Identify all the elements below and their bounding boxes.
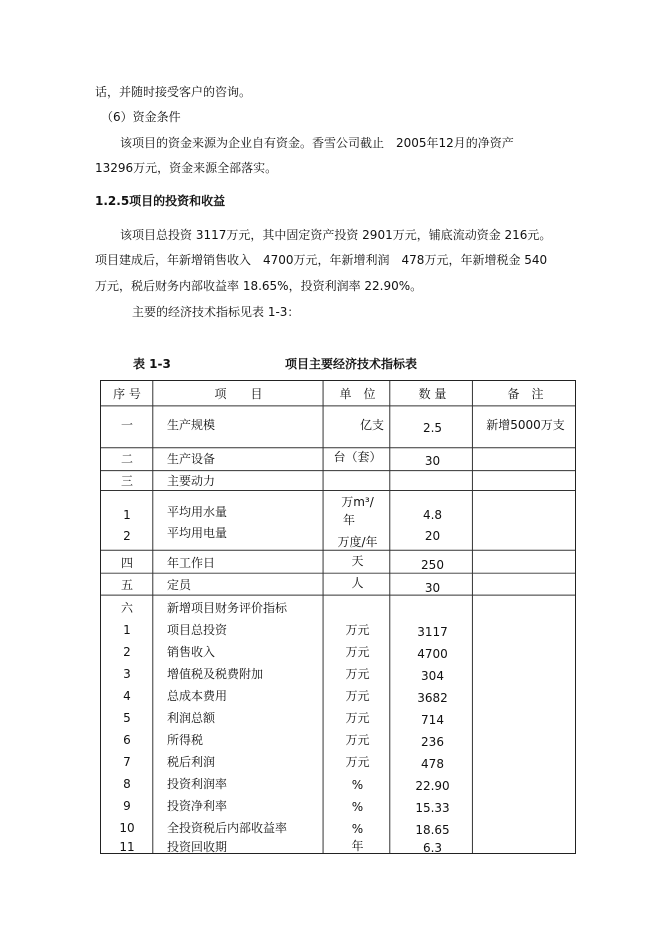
row-item: 平均用水量: [167, 505, 228, 519]
row-unit: 天: [351, 554, 364, 568]
row-item: 增值税及税费附加: [167, 667, 264, 681]
row-seq: 1: [123, 623, 131, 637]
row-seq: 8: [123, 777, 131, 791]
row-seq: 10: [119, 821, 135, 835]
row-unit: 亿支: [359, 418, 384, 432]
row-unit: 万元: [345, 689, 370, 703]
row-seq: 4: [123, 689, 131, 703]
row-unit: 台（套）: [333, 450, 382, 464]
row-item: 生产设备: [167, 452, 216, 466]
paragraph-line: 13296万元，资金来源全部落实。: [95, 161, 278, 175]
row-unit: 万元: [345, 645, 370, 659]
table-number: 表 1-3: [133, 357, 171, 371]
paragraph-line: 该项目的资金来源为企业自有资金。香雪公司截止 2005年12月的净资产: [120, 136, 514, 150]
row-seq: 四: [120, 556, 133, 570]
row-note: 新增5000万支: [486, 418, 565, 432]
row-qty: 304: [421, 669, 444, 683]
row-item: 利润总额: [167, 711, 216, 725]
paragraph-line: 该项目总投资 3117万元，其中固定资产投资 2901万元，铺底流动资金 216元。: [120, 228, 552, 242]
row-unit: 万度/年: [337, 535, 378, 549]
row-qty: 3117: [417, 625, 448, 639]
row-seq: 三: [120, 474, 133, 488]
row-qty: 6.3: [422, 841, 443, 855]
row-unit: 万元: [345, 711, 370, 725]
row-qty: 15.33: [415, 801, 450, 815]
row-qty: 236: [421, 735, 444, 749]
row-qty: 4.8: [422, 508, 443, 522]
row-seq: 二: [120, 452, 133, 466]
row-unit: 万元: [345, 667, 370, 681]
row-unit: %: [351, 800, 364, 814]
row-seq: 7: [123, 755, 131, 769]
row-item: 投资净利率: [167, 799, 228, 813]
row-item: 全投资税后内部收益率: [167, 821, 288, 835]
row-unit: 万元: [345, 733, 370, 747]
row-qty: 2.5: [422, 421, 443, 435]
row-seq: 3: [123, 667, 131, 681]
paragraph-line: 万元，税后财务内部收益率 18.65%，投资利润率 22.90%。: [95, 279, 423, 293]
row-qty: 22.90: [415, 779, 450, 793]
row-unit: %: [351, 822, 364, 836]
row-qty: 20: [424, 529, 441, 543]
paragraph-line: 项目建成后，年新增销售收入 4700万元，年新增利润 478万元，年新增税金 540: [95, 253, 548, 267]
row-seq: 一: [120, 418, 133, 432]
row-seq: 五: [120, 578, 133, 592]
header-seq: 序 号: [113, 387, 141, 401]
row-item: 项目总投资: [167, 623, 228, 637]
row-item: 所得税: [167, 733, 204, 747]
header-item: 项 目: [214, 387, 263, 401]
row-qty: 3682: [417, 691, 448, 705]
row-qty: 18.65: [415, 823, 450, 837]
row-item: 投资利润率: [167, 777, 228, 791]
paragraph-line: 话，并随时接受客户的咨询。: [95, 85, 252, 99]
row-qty: 714: [421, 713, 444, 727]
paragraph-line: （6）资金条件: [101, 110, 181, 124]
row-item: 新增项目财务评价指标: [167, 601, 288, 615]
row-seq: 2: [123, 529, 131, 543]
row-unit: 年: [351, 839, 364, 853]
row-unit: 年: [342, 513, 355, 527]
row-seq: 6: [123, 733, 131, 747]
row-qty: 4700: [417, 647, 448, 661]
paragraph-line: 主要的经济技术指标见表 1-3：: [132, 305, 300, 319]
row-unit: 万元: [345, 755, 370, 769]
row-seq: 5: [123, 711, 131, 725]
row-qty: 250: [421, 558, 444, 572]
row-item: 定员: [167, 578, 192, 592]
header-qty: 数 量: [418, 387, 447, 401]
row-seq: 11: [119, 840, 135, 854]
row-unit: 万m³/: [341, 495, 374, 509]
row-seq: 2: [123, 645, 131, 659]
row-qty: 478: [421, 757, 444, 771]
row-item: 平均用电量: [167, 526, 228, 540]
row-item: 主要动力: [167, 474, 216, 488]
row-qty: 30: [424, 581, 441, 595]
section-heading: 1.2.5项目的投资和收益: [95, 194, 226, 208]
row-unit: 人: [351, 576, 364, 590]
table-title: 项目主要经济技术指标表: [285, 357, 418, 371]
header-unit: 单 位: [339, 387, 376, 401]
row-item: 年工作日: [167, 556, 216, 570]
row-unit: %: [351, 778, 364, 792]
row-unit: 万元: [345, 623, 370, 637]
row-seq: 1: [123, 508, 131, 522]
header-note: 备 注: [507, 387, 544, 401]
row-item: 生产规模: [167, 418, 216, 432]
indicator-table: [100, 380, 576, 854]
row-seq: 9: [123, 799, 131, 813]
row-item: 总成本费用: [167, 689, 228, 703]
row-item: 销售收入: [167, 645, 216, 659]
row-seq: 六: [120, 601, 133, 615]
row-qty: 30: [424, 454, 441, 468]
row-item: 税后利润: [167, 755, 216, 769]
row-item: 投资回收期: [167, 840, 228, 854]
